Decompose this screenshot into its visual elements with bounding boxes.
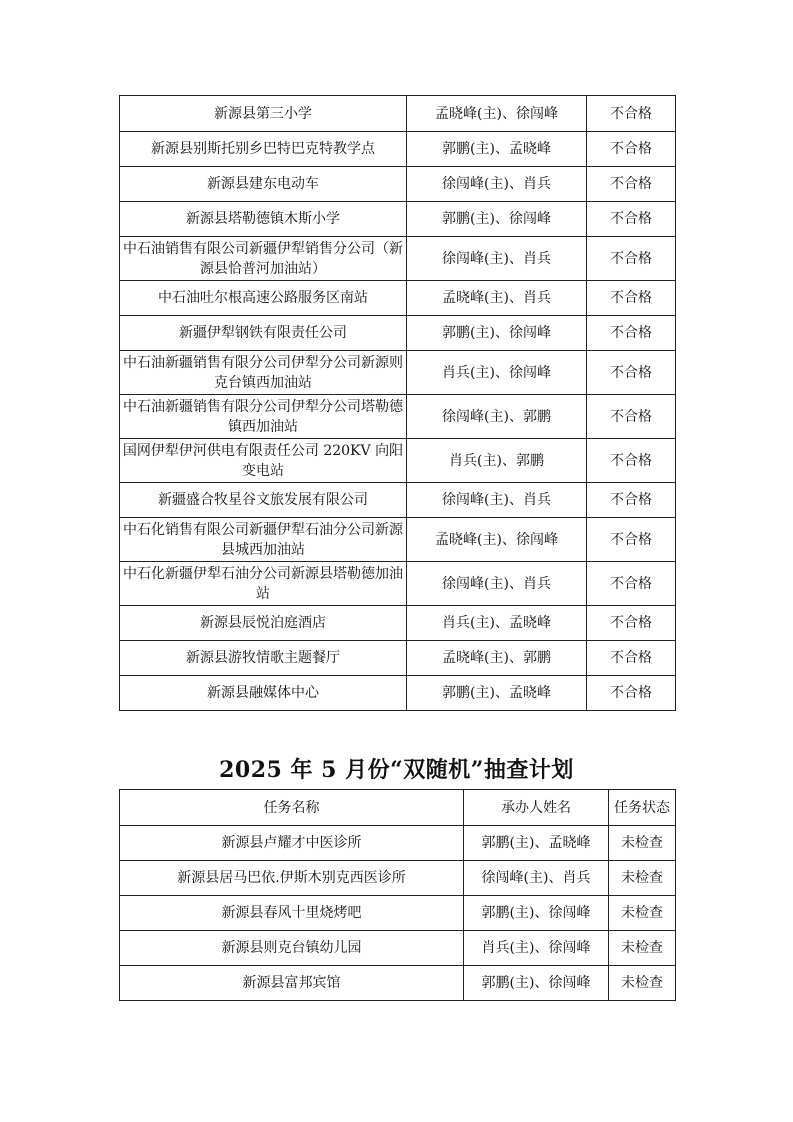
task-name-cell: 新源县富邦宾馆 [120, 966, 464, 1001]
result-cell: 不合格 [587, 167, 676, 202]
staff-cell: 徐闯峰(主)、肖兵 [407, 237, 587, 281]
result-cell: 不合格 [587, 132, 676, 167]
result-cell: 不合格 [587, 96, 676, 132]
staff-cell: 郭鹏(主)、徐闯峰 [407, 316, 587, 351]
table-row [120, 641, 676, 676]
staff-cell: 郭鹏(主)、孟晓峰 [464, 826, 609, 861]
task-name-cell: 新源县融媒体中心 [120, 676, 407, 711]
table-row [120, 96, 676, 132]
plan-table [119, 789, 676, 1001]
staff-cell: 肖兵(主)、郭鹏 [407, 439, 587, 483]
header-status: 任务状态 [609, 790, 676, 826]
table-row [120, 861, 676, 896]
table-row [120, 826, 676, 861]
result-cell: 不合格 [587, 641, 676, 676]
status-cell: 未检查 [609, 966, 676, 1001]
result-cell: 不合格 [587, 237, 676, 281]
result-cell: 不合格 [587, 439, 676, 483]
table-row [120, 676, 676, 711]
task-name-cell: 新疆伊犁钢铁有限责任公司 [120, 316, 407, 351]
staff-cell: 徐闯峰(主)、肖兵 [464, 861, 609, 896]
staff-cell: 徐闯峰(主)、肖兵 [407, 483, 587, 518]
staff-cell: 徐闯峰(主)、肖兵 [407, 167, 587, 202]
status-cell: 未检查 [609, 826, 676, 861]
table-row [120, 167, 676, 202]
plan-title: 2025 年 5 月份“双随机”抽查计划 [219, 757, 574, 783]
table-row [120, 281, 676, 316]
task-name-cell: 新源县塔勒德镇木斯小学 [120, 202, 407, 237]
status-cell: 未检查 [609, 861, 676, 896]
result-cell: 不合格 [587, 518, 676, 562]
status-cell: 未检查 [609, 896, 676, 931]
task-name-cell: 新源县卢耀才中医诊所 [120, 826, 464, 861]
task-name-cell: 新源县居马巴依.伊斯木别克西医诊所 [120, 861, 464, 896]
task-name-cell: 中石油新疆销售有限分公司伊犁分公司新源则克台镇西加油站 [120, 351, 407, 395]
staff-cell: 孟晓峰(主)、肖兵 [407, 281, 587, 316]
task-name-cell: 新源县则克台镇幼儿园 [120, 931, 464, 966]
staff-cell: 郭鹏(主)、徐闯峰 [464, 896, 609, 931]
table-row [120, 202, 676, 237]
table-row [120, 931, 676, 966]
result-cell: 不合格 [587, 676, 676, 711]
staff-cell: 肖兵(主)、徐闯峰 [464, 931, 609, 966]
task-name-cell: 国网伊犁伊河供电有限责任公司 220KV 向阳变电站 [120, 439, 407, 483]
table-row [120, 351, 676, 395]
task-name-cell: 新源县春风十里烧烤吧 [120, 896, 464, 931]
table-row [120, 395, 676, 439]
staff-cell: 肖兵(主)、孟晓峰 [407, 606, 587, 641]
staff-cell: 孟晓峰(主)、徐闯峰 [407, 518, 587, 562]
staff-cell: 郭鹏(主)、徐闯峰 [464, 966, 609, 1001]
previous-results-table [119, 95, 676, 711]
table-row [120, 439, 676, 483]
task-name-cell: 中石化新疆伊犁石油分公司新源县塔勒德加油站 [120, 562, 407, 606]
staff-cell: 孟晓峰(主)、徐闯峰 [407, 96, 587, 132]
result-cell: 不合格 [587, 351, 676, 395]
table-header-row [120, 790, 676, 826]
result-cell: 不合格 [587, 316, 676, 351]
staff-cell: 郭鹏(主)、孟晓峰 [407, 132, 587, 167]
task-name-cell: 中石油新疆销售有限分公司伊犁分公司塔勒德镇西加油站 [120, 395, 407, 439]
table-row [120, 966, 676, 1001]
task-name-cell: 中石油销售有限公司新疆伊犁销售分公司（新源县恰普河加油站） [120, 237, 407, 281]
table-row [120, 562, 676, 606]
table-row [120, 518, 676, 562]
result-cell: 不合格 [587, 606, 676, 641]
table-row [120, 132, 676, 167]
task-name-cell: 新源县别斯托别乡巴特巴克特教学点 [120, 132, 407, 167]
staff-cell: 郭鹏(主)、孟晓峰 [407, 676, 587, 711]
task-name-cell: 新源县第三小学 [120, 96, 407, 132]
header-task-name: 任务名称 [120, 790, 464, 826]
table-row [120, 606, 676, 641]
task-name-cell: 新源县建东电动车 [120, 167, 407, 202]
task-name-cell: 中石化销售有限公司新疆伊犁石油分公司新源县城西加油站 [120, 518, 407, 562]
staff-cell: 孟晓峰(主)、郭鹏 [407, 641, 587, 676]
staff-cell: 郭鹏(主)、徐闯峰 [407, 202, 587, 237]
staff-cell: 徐闯峰(主)、郭鹏 [407, 395, 587, 439]
task-name-cell: 中石油吐尔根高速公路服务区南站 [120, 281, 407, 316]
table-row [120, 237, 676, 281]
result-cell: 不合格 [587, 562, 676, 606]
result-cell: 不合格 [587, 395, 676, 439]
result-cell: 不合格 [587, 281, 676, 316]
status-cell: 未检查 [609, 931, 676, 966]
task-name-cell: 新源县辰悦泊庭酒店 [120, 606, 407, 641]
task-name-cell: 新源县游牧情歌主题餐厅 [120, 641, 407, 676]
table-row [120, 896, 676, 931]
result-cell: 不合格 [587, 202, 676, 237]
staff-cell: 徐闯峰(主)、肖兵 [407, 562, 587, 606]
table-row [120, 316, 676, 351]
table-row [120, 483, 676, 518]
result-cell: 不合格 [587, 483, 676, 518]
staff-cell: 肖兵(主)、徐闯峰 [407, 351, 587, 395]
task-name-cell: 新疆盛合牧星谷文旅发展有限公司 [120, 483, 407, 518]
header-staff: 承办人姓名 [464, 790, 609, 826]
